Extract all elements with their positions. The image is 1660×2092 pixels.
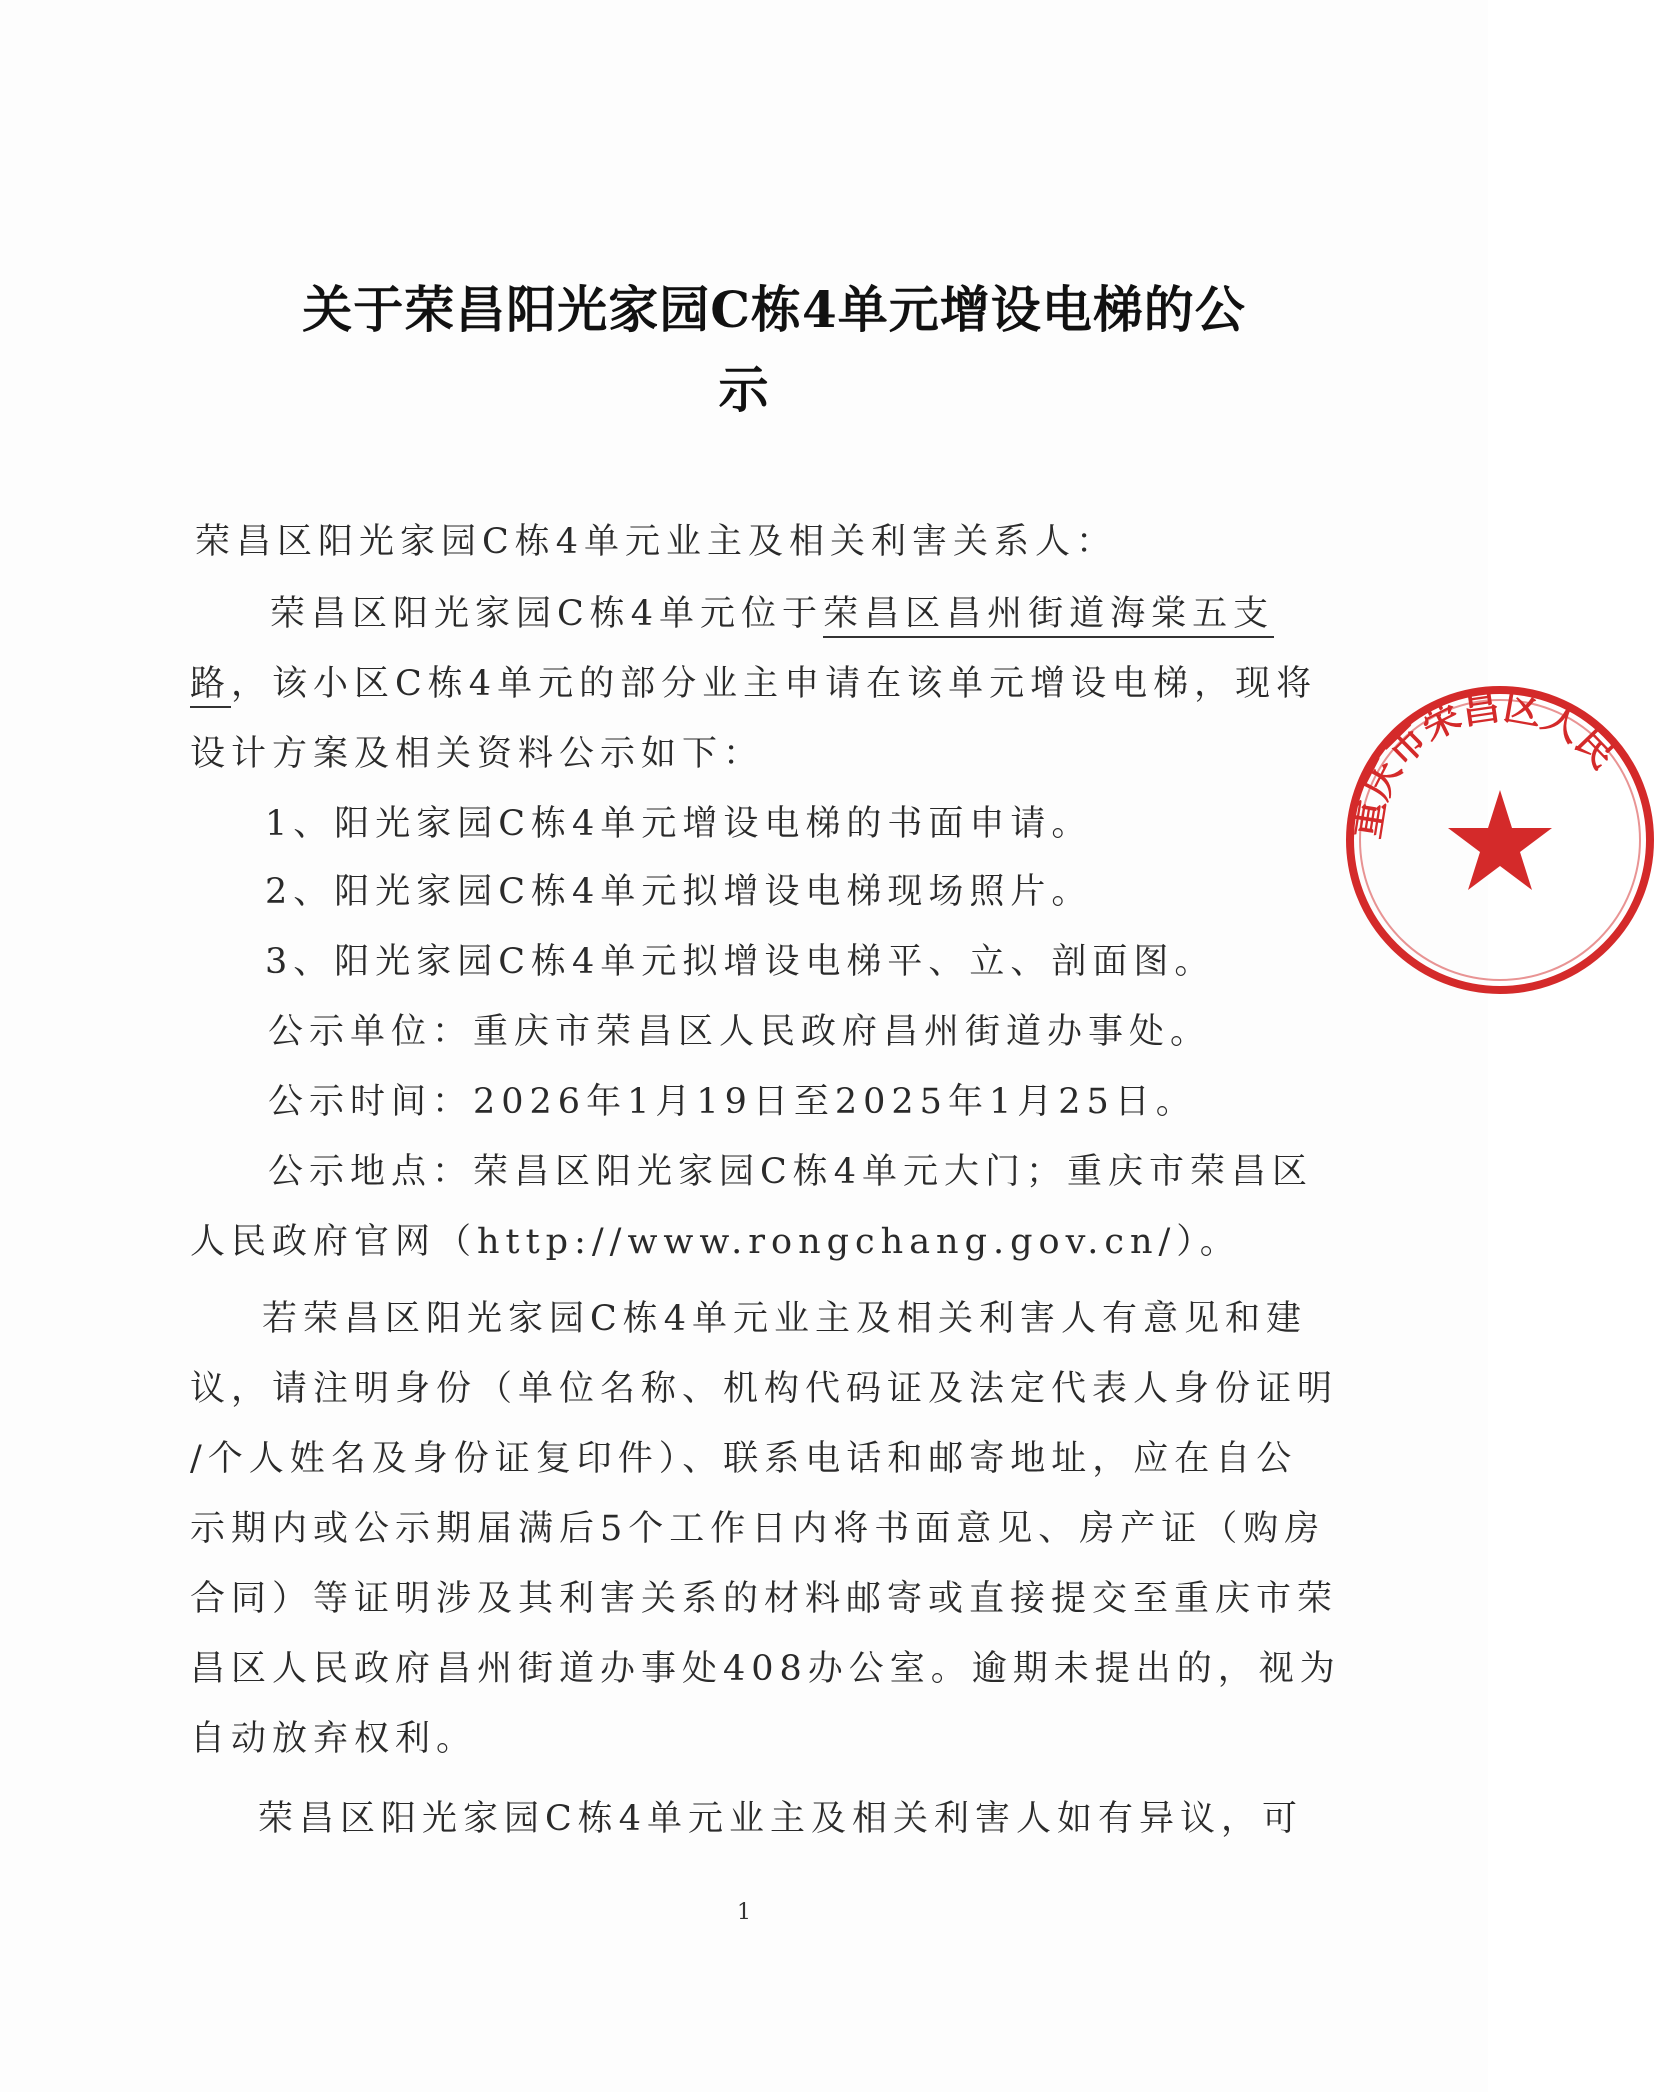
intro-line3: 设计方案及相关资料公示如下： (190, 734, 765, 774)
para2-line5: 合同）等证明涉及其利害关系的材料邮寄或直接提交至重庆市荣 (190, 1579, 1339, 1619)
intro-text-a: 荣昌区阳光家园C栋4单元位于 (270, 594, 824, 634)
list-item-3: 3、阳光家园C栋4单元拟增设电梯平、立、剖面图。 (265, 942, 1216, 982)
para2-line7: 自动放弃权利。 (190, 1719, 478, 1759)
notice-time: 公示时间：2026年1月19日至2025年1月25日。 (268, 1082, 1197, 1122)
para2-line4: 示期内或公示期届满后5个工作日内将书面意见、房产证（购房 (190, 1509, 1326, 1549)
page-number: 1 (737, 1900, 751, 1925)
document-title-line1: 关于荣昌阳光家园C栋4单元增设电梯的公 (302, 280, 1246, 339)
seal-star-icon (1448, 790, 1552, 890)
official-seal-icon (1340, 680, 1660, 1000)
notice-place-line2: 人民政府官网（http://www.rongchang.gov.cn/）。 (190, 1222, 1241, 1262)
seal-text: 重庆市荣昌区人民 (1343, 683, 1626, 842)
address-underlined-end: 路 (190, 664, 231, 708)
para2-line6: 昌区人民政府昌州街道办事处408办公室。逾期未提出的，视为 (190, 1649, 1341, 1689)
notice-place-line1: 公示地点：荣昌区阳光家园C栋4单元大门；重庆市荣昌区 (268, 1152, 1314, 1192)
document-title-line2: 示 (718, 360, 770, 419)
intro-line1 (270, 592, 1274, 636)
para2-line3: /个人姓名及身份证复印件）、联系电话和邮寄地址，应在自公 (190, 1439, 1298, 1479)
intro-text-b: ，该小区C栋4单元的部分业主申请在该单元增设电梯，现将 (231, 664, 1318, 704)
intro-line2 (190, 662, 1317, 706)
para3-line1: 荣昌区阳光家园C栋4单元业主及相关利害人如有异议，可 (258, 1799, 1304, 1839)
salutation: 荣昌区阳光家园C栋4单元业主及相关利害关系人： (195, 522, 1118, 562)
notice-unit: 公示单位：重庆市荣昌区人民政府昌州街道办事处。 (268, 1012, 1212, 1052)
para2-line2: 议，请注明身份（单位名称、机构代码证及法定代表人身份证明 (190, 1369, 1339, 1409)
para2-line1: 若荣昌区阳光家园C栋4单元业主及相关利害人有意见和建 (262, 1299, 1308, 1339)
address-underlined: 荣昌区昌州街道海棠五支 (823, 594, 1274, 638)
list-item-1: 1、阳光家园C栋4单元增设电梯的书面申请。 (265, 804, 1093, 844)
list-item-2: 2、阳光家园C栋4单元拟增设电梯现场照片。 (265, 872, 1093, 912)
